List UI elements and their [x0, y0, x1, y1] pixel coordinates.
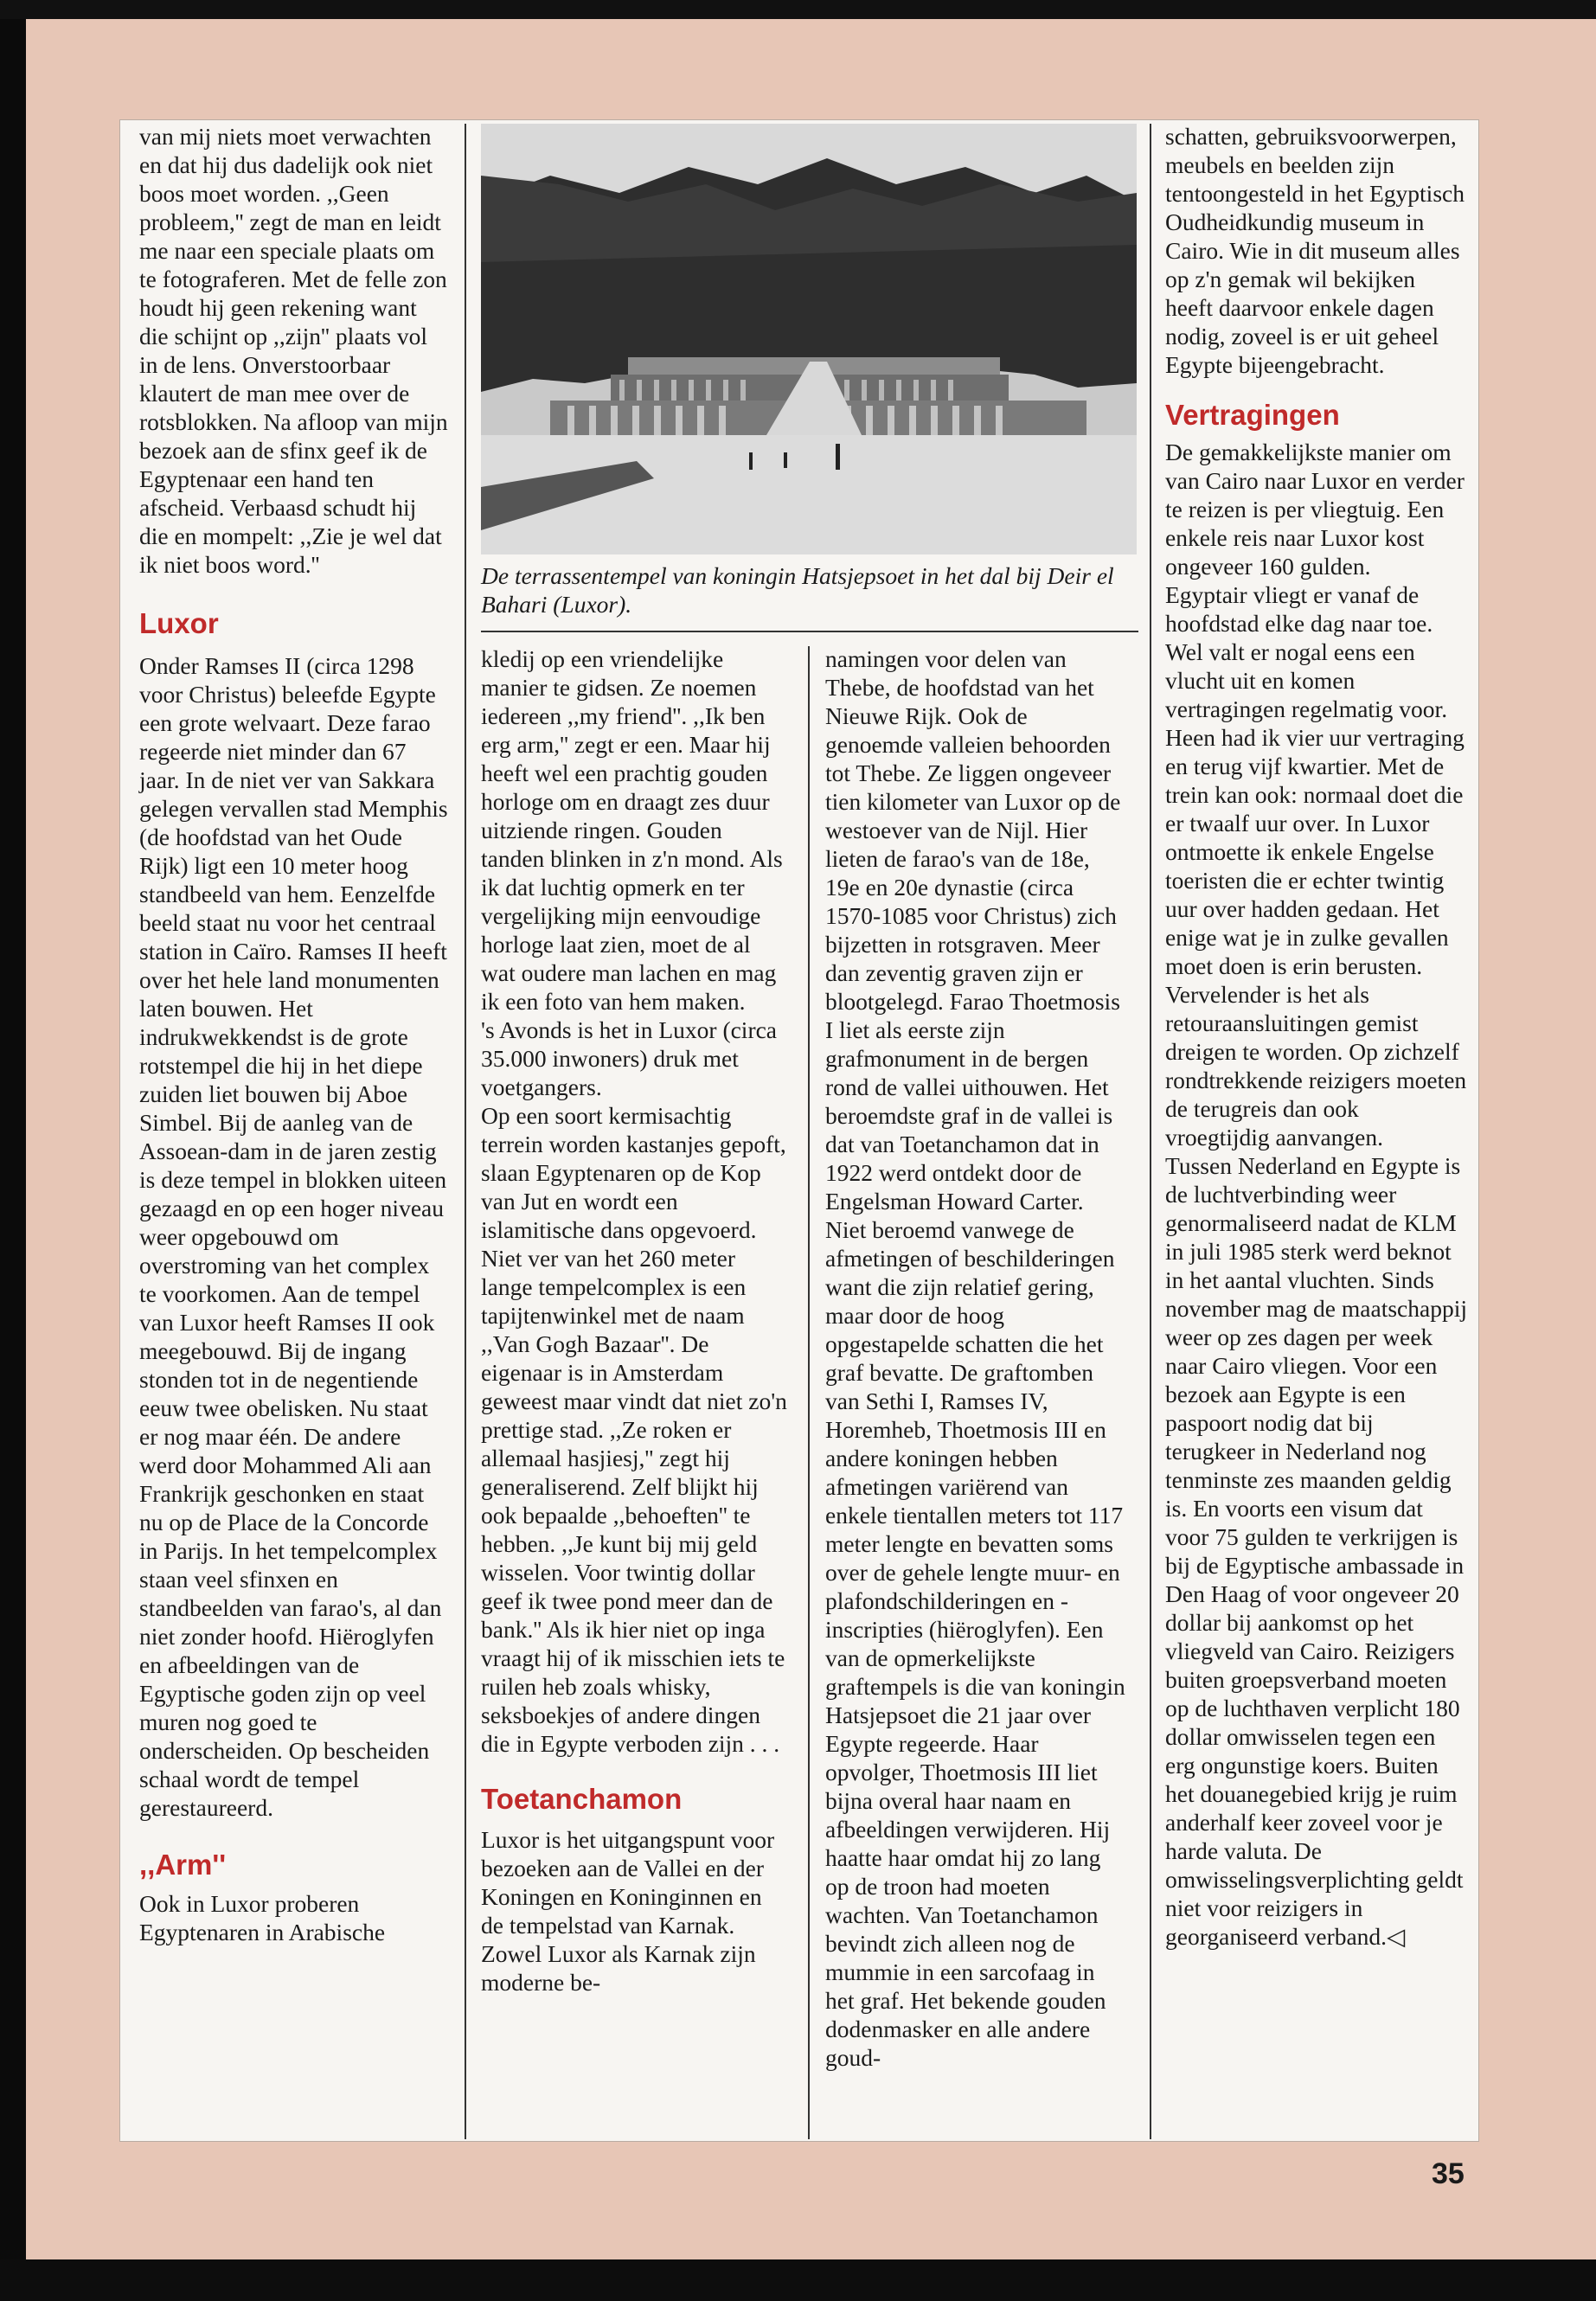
paragraph: Luxor is het uitgangspunt voor bezoeken aan de Vallei en der Koningen en Koninginnen en de tempelstad van Karnak. Zowel Luxor als Karnak zijn moderne be-	[481, 1826, 775, 1996]
paragraph: 's Avonds is het in Luxor (circa 35.000 inwoners) druk met voetgangers.	[481, 1016, 778, 1100]
paragraph: schatten, gebruiksvoorwerpen, meubels en beelden zijn tentoongesteld in het Egyptisch Oudheidkundig museum in Cairo. Wie in dit museum alles op z'n gemak wil bekijken heeft daarvoor enkele dagen nodig, zoveel is er uit geheel Egypte bijeengebracht.	[1165, 123, 1465, 378]
column-divider	[1150, 124, 1151, 2139]
column-divider	[808, 646, 810, 2139]
caption-rule	[481, 631, 1138, 632]
paragraph: kledij op een vriendelijke manier te gidsen. Ze noemen iedereen ,,my friend''. ,,Ik ben erg arm,'' zegt er een. Maar hij heeft wel een prachtig gouden horloge om en draagt zes duur uitziende ringen. Gouden tanden blinken in z'n mond. Als ik dat luchtig opmerk en ter vergelijking mijn eenvoudige horloge laat zien, moet de al wat oudere man lachen en mag ik een foto van hem maken.	[481, 645, 783, 1015]
paragraph: Op een soort kermisachtig terrein worden kastanjes gepoft, slaan Egyptenaren op de Kop van Jut en wordt een islamitische dans opgevoerd. Niet ver van het 260 meter lange tempelcomplex is een tapijtenwinkel met de naam ,,Van Gogh Bazaar''. De eigenaar is in Amsterdam geweest maar vindt dat niet zo'n prettige stad. ,,Ze roken er allemaal hasjiesj,'' zegt hij generaliserend. Zelf blijkt hij ook bepaalde ,,behoeften'' te hebben. ,,Je kunt bij mij geld wisselen. Voor twintig dollar geef ik twee pond meer dan de bank.'' Als ik hier niet op inga vraagt hij of ik misschien iets te ruilen heb zoals whisky, seksboekjes of andere dingen die in Egypte verboden zijn . . .	[481, 1102, 787, 1757]
scan-edge-bottom	[0, 2259, 1596, 2301]
column-divider	[465, 124, 466, 2139]
column-2	[481, 644, 788, 1997]
section-heading-toetanchamon: Toetanchamon	[481, 1783, 683, 1815]
photo-caption: De terrassentempel van koningin Hatsjepsoet in het dal bij Deir el Bahari (Luxor).	[481, 562, 1114, 618]
temple-photo	[481, 124, 1137, 554]
temple-photo-image	[481, 124, 1137, 554]
paragraph: namingen voor delen van Thebe, de hoofdstad van het Nieuwe Rijk. Ook de genoemde valleien behoorden tot Thebe. Ze liggen ongeveer tien kilometer van Luxor op de westoever van de Nijl. Hier lieten de farao's van de 18e, 19e en 20e dynastie (circa 1570-1085 voor Christus) zich bijzetten in rotsgraven. Meer dan zeventig graven zijn er blootgelegd. Farao Thoetmosis I liet als eerste zijn grafmonument in de bergen rond de vallei uithouwen. Het beroemdste graf in de vallei is dat van Toetanchamon dat in 1922 werd ontdekt door de Engelsman Howard Carter. Niet beroemd vanwege de afmetingen of beschilderingen want die zijn relatief gering, maar door de hoog opgestapelde schatten die het graf bevatte. De graftomben van Sethi I, Ramses IV, Horemheb, Thoetmosis III en andere koningen hebben afmetingen variërend van enkele tientallen meters tot 117 meter lengte en bevatten soms over de gehele lengte muur- en plafondschilderingen en -inscripties (hiëroglyfen). Een van de opmerkelijkste graftempels is die van koningin Hatsjepsoet die 21 jaar over Egypte regeerde. Haar opvolger, Thoetmosis III liet bijna overal haar naam en afbeeldingen verwijderen. Hij haatte haar omdat hij zo lang op de troon had moeten wachten. Van Toetanchamon bevindt zich alleen nog de mummie in een sarcofaag in het graf. Het bekende gouden dodenmasker en alle andere goud-	[825, 645, 1125, 2071]
scan-edge-top	[0, 0, 1596, 19]
column-4	[1165, 122, 1468, 1951]
page-number: 35	[1432, 2157, 1465, 2190]
column-3	[825, 644, 1130, 2072]
paragraph: van mij niets moet verwachten en dat hij dus dadelijk ook niet boos moet worden. ,,Geen probleem,'' zegt de man en leidt me naar een speciale plaats om te fotograferen. Met de felle zon houdt hij geen rekening want die schijnt op ,,zijn'' plaats vol in de lens. Onverstoorbaar klautert de man mee over de rotsblokken. Na afloop van mijn bezoek aan de sfinx geef ik de Egyptenaar een hand ten afscheid. Verbaasd schudt hij die en mompelt: ,,Zie je wel dat ik niet boos word.''	[139, 123, 448, 578]
end-of-article-mark: ◁	[1387, 1923, 1406, 1950]
section-heading-vertragingen: Vertragingen	[1165, 399, 1340, 431]
paragraph: Egyptair vliegt er vanaf de hoofdstad elke dag naar toe. Wel valt er nogal eens een vlucht uit en komen vertragingen regelmatig voor. Heen had ik vier uur vertraging en terug vijf kwartier. Met de trein kan ook: normaal doet die er twaalf uur over. In Luxor ontmoette ik enkele Engelse toeristen die er echter twintig uur over hadden gedaan. Het enige wat je in zulke gevallen moet doen is erin berusten. Vervelender is het als retouraansluitingen gemist dreigen te worden. Op zichzelf rondtrekkende reizigers moeten de terugreis dan ook vroegtijdig aanvangen.	[1165, 581, 1467, 1150]
paragraph-text: Tussen Nederland en Egypte is de luchtverbinding weer genormaliseerd nadat de KLM in juli 1985 sterk werd beknot in het aantal vluchten. Sinds november mag de maatschappij weer op zes dagen per week naar Cairo vliegen. Voor een bezoek aan Egypte is een paspoort nodig dat bij terugkeer in Nederland nog tenminste zes maanden geldig is. En voorts een visum dat voor 75 gulden te verkrijgen is bij de Egyptische ambassade in Den Haag of voor ongeveer 20 dollar bij aankomst op het vliegveld van Cairo. Reizigers buiten groepsverband moeten op de luchthaven verplicht 180 dollar omwisselen tegen een erg ongunstige koers. Buiten het douanegebied krijg je ruim anderhalf keer zoveel voor je harde valuta. De omwisselingsverplichting geldt niet voor reizigers in georganiseerd verband.	[1165, 1152, 1467, 1950]
paragraph: Ook in Luxor proberen Egyptenaren in Arabische	[139, 1890, 386, 1945]
section-heading-arm: ,,Arm''	[139, 1849, 227, 1881]
paragraph: Onder Ramses II (circa 1298 voor Christus) beleefde Egypte een grote welvaart. Deze farao regeerde niet minder dan 67 jaar. In de niet ver van Sakkara gelegen vervallen stad Memphis (de hoofdstad van het Oude Rijk) ligt een 10 meter hoog standbeeld van hem. Eenzelfde beeld staat nu voor het centraal station in Caïro. Ramses II heeft over het hele land monumenten laten bouwen. Het indrukwekkendst is de grote rotstempel die hij in het diepe zuiden liet bouwen bij Aboe Simbel. Bij de aanleg van de Assoean-dam in de jaren zestig is deze tempel in blokken uiteen gezaagd en op een hoger niveau weer opgebouwd om overstroming van het complex te voorkomen. Aan de tempel van Luxor heeft Ramses II ook meegebouwd. Bij de ingang stonden tot in de negentiende eeuw twee obelisken. Nu staat er nog maar één. De andere werd door Mohammed Ali aan Frankrijk geschonken en staat nu op de Place de la Concorde in Parijs. In het tempelcomplex staan veel sfinxen en standbeelden van farao's, al dan niet zonder hoofd. Hiëroglyfen en afbeeldingen van de Egyptische goden zijn op veel muren nog goed te onderscheiden. Op bescheiden schaal wordt de tempel gerestaureerd.	[139, 652, 448, 1821]
scan-edge-left	[0, 0, 26, 2301]
paragraph: De gemakkelijkste manier om van Cairo naar Luxor en verder te reizen is per vliegtuig. Een enkele reis naar Luxor kost ongeveer 160 gulden.	[1165, 439, 1465, 580]
magazine-page	[119, 119, 1479, 2142]
column-1	[139, 122, 451, 1946]
section-heading-luxor: Luxor	[139, 607, 219, 639]
paragraph	[1165, 1151, 1468, 1951]
